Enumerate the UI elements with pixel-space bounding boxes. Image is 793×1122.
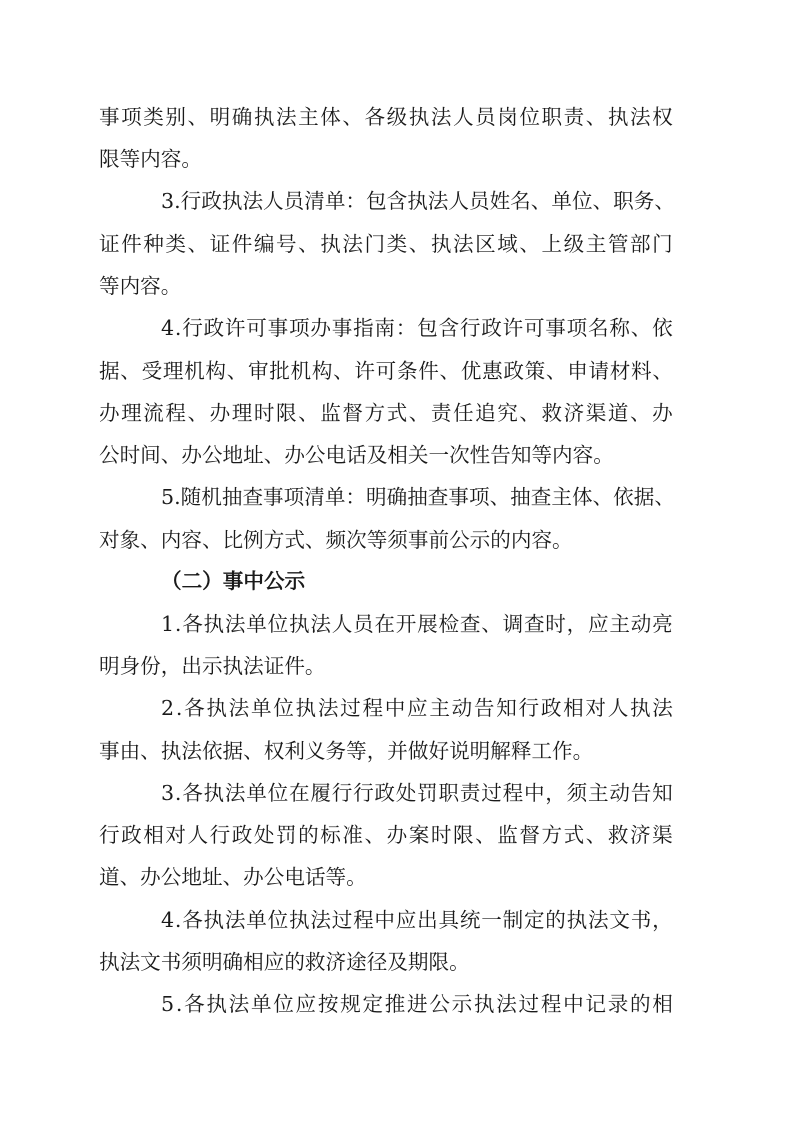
list-item-3-line: 3 . 行 政 执 法 人 员 清 单 ： 包 含 执 法 人 员 姓 名 、 单 位 、 职 务 、 bbox=[161, 189, 675, 213]
section-heading: （二）事中公示 bbox=[161, 569, 306, 593]
list-item-5-line: 5 . 各 执 法 单 位 应 按 规 定 推 进 公 示 执 法 过 程 中 记 录 的 相 bbox=[161, 992, 673, 1016]
text-line: 公时间、办公地址、办公电话及相关一次性告知等内容。 bbox=[99, 443, 614, 467]
list-item-5-line: 5 . 随 机 抽 查 事 项 清 单 ： 明 确 抽 查 事 项 、 抽 查 主 体 、 依 据 、 bbox=[161, 485, 675, 509]
text-line: 执法文书须明确相应的救济途径及期限。 bbox=[99, 950, 470, 974]
text-line: 证 件 种 类 、 证 件 编 号 、 执 法 门 类 、 执 法 区 域 、 上 级 主 管 部 门 bbox=[99, 232, 673, 256]
text-line: 明身份，出示执法证件。 bbox=[99, 654, 326, 678]
text-line: 事由、执法依据、权利义务等，并做好说明解释工作。 bbox=[99, 739, 594, 763]
list-item-4-line: 4 . 行 政 许 可 事 项 办 事 指 南 ： 包 含 行 政 许 可 事 项 名 称 、 依 bbox=[161, 316, 673, 340]
text-line: 行 政 相 对 人 行 政 处 罚 的 标 准 、 办 案 时 限 、 监 督 方 式 、 救 济 渠 bbox=[99, 823, 673, 847]
list-item-4-line: 4 . 各 执 法 单 位 执 法 过 程 中 应 出 具 统 一 制 定 的 执 法 文 书 ， bbox=[161, 908, 673, 932]
text-line: 对象、内容、比例方式、频次等须事前公示的内容。 bbox=[99, 528, 573, 552]
text-line: 限等内容。 bbox=[99, 147, 202, 171]
text-line: 据 、 受 理 机 构 、 审 批 机 构 、 许 可 条 件 、 优 惠 政 策 、 申 请 材 料 、 bbox=[99, 359, 673, 383]
list-item-3-line: 3 . 各 执 法 单 位 在 履 行 行 政 处 罚 职 责 过 程 中 ， 须 主 动 告 知 bbox=[161, 781, 673, 805]
list-item-2-line: 2 . 各 执 法 单 位 执 法 过 程 中 应 主 动 告 知 行 政 相 对 人 执 法 bbox=[161, 696, 673, 720]
text-line: 事 项 类 别 、 明 确 执 法 主 体 、 各 级 执 法 人 员 岗 位 职 责 、 执 法 权 bbox=[99, 105, 673, 129]
list-item-1-line: 1 . 各 执 法 单 位 执 法 人 员 在 开 展 检 查 、 调 查 时 ， 应 主 动 亮 bbox=[161, 612, 673, 636]
text-line: 道、办公地址、办公电话等。 bbox=[99, 865, 367, 889]
text-line: 等内容。 bbox=[99, 274, 182, 298]
text-line: 办 理 流 程 、 办 理 时 限 、 监 督 方 式 、 责 任 追 究 、 救 济 渠 道 、 办 bbox=[99, 401, 673, 425]
